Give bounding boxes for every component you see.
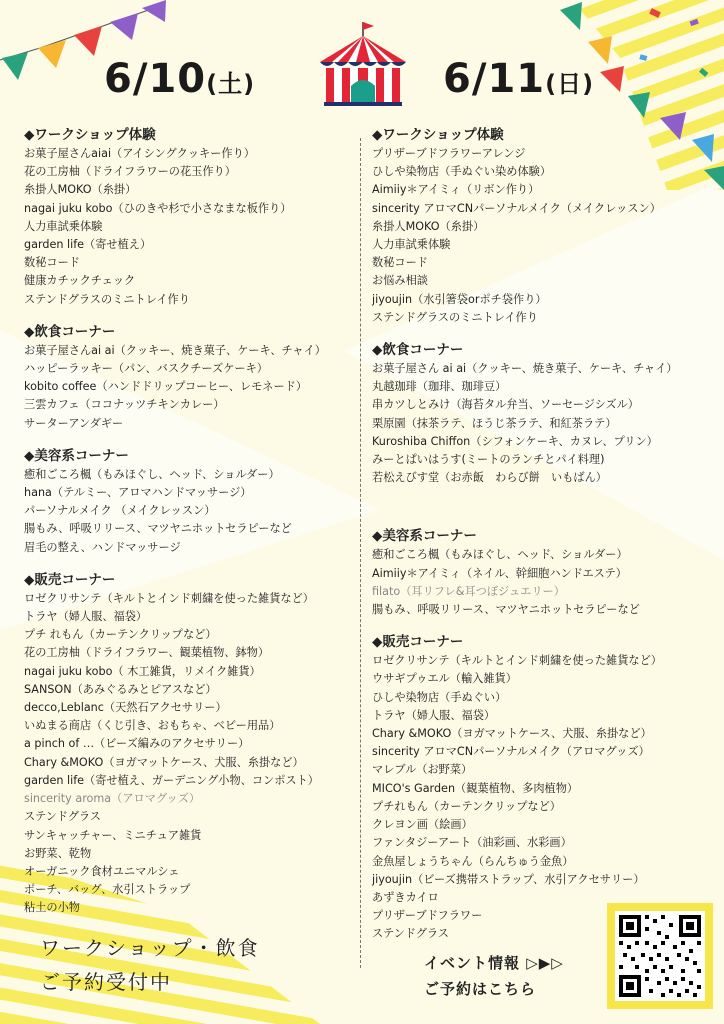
list-item: 眉毛の整え、ハンドマッサージ	[24, 540, 181, 554]
list-item: 三雲カフェ（ココナッツチキンカレー）	[24, 398, 225, 412]
date-day1-value: 6/10	[104, 56, 207, 102]
list-item: 金魚屋しょうちゃん（らんちゅう金魚）	[372, 854, 574, 868]
day1-food-title: ◆飲食コーナー	[24, 323, 116, 340]
date-day2	[443, 56, 594, 102]
list-item: ロゼクリサンテ（キルトとインド刺繍を使った雑貨など）	[24, 591, 314, 605]
list-item: 腸もみ、呼吸リリース、マツヤニホットセラピーなど	[372, 603, 640, 617]
list-item: 丸越珈琲（珈琲、珈琲豆）	[372, 380, 507, 394]
list-item: filato（耳リフレ&耳つぼジュエリー）	[372, 584, 565, 598]
day2-sales-list	[372, 652, 678, 943]
list-item: nagai juku kobo（ 木工雑貨，リメイク雑貨）	[24, 664, 261, 678]
list-item: SANSON（あみぐるみとピアスなど）	[24, 682, 217, 696]
list-item: ステンドグラスのミニトレイ作り	[372, 310, 538, 324]
list-item: a pinch of …（ビーズ編みのアクセサリー）	[24, 737, 250, 751]
column-divider	[360, 138, 361, 968]
list-item: 人力車試乗体験	[24, 219, 103, 233]
list-item: 人力車試乗体験	[372, 238, 451, 252]
list-item: 糸掛人MOKO（糸掛）	[24, 183, 137, 197]
list-item: マレブル（お野菜）	[372, 763, 473, 777]
list-item: 栗原園（抹茶ラテ、ほうじ茶ラテ、和紅茶ラテ）	[372, 416, 617, 430]
day2-beauty-title: ◆美容系コーナー	[372, 528, 477, 545]
list-item: hana（テルミー、アロマハンドマッサージ）	[24, 486, 252, 500]
date-day2-value: 6/11	[443, 56, 546, 102]
list-item: 腸もみ、呼吸リリース、マツヤニホットセラピーなど	[24, 522, 292, 536]
list-item: Aimiiy＊アイミィ（リボン作り）	[372, 183, 540, 197]
list-item: プチ れもん（カーテンクリップなど）	[24, 628, 217, 642]
list-item: nagai juku kobo（ひのきや杉で小さなまな板作り）	[24, 201, 292, 215]
list-item: 粘土の小物	[24, 901, 80, 915]
list-item: garden life（寄せ植え）	[24, 238, 152, 252]
list-item: 癒和ごころ楓（もみほぐし、ヘッド、ショルダー）	[372, 548, 628, 562]
list-item: 数秘コード	[24, 256, 80, 270]
list-item: プリザーブドフラワー	[372, 909, 483, 923]
day2-workshop-list	[372, 145, 678, 327]
list-item: サンキャッチャー、ミニチュア雑貨	[24, 828, 202, 842]
day1-beauty-title: ◆美容系コーナー	[24, 447, 129, 464]
list-item: プチれもん（カーテンクリップなど）	[372, 799, 561, 813]
qr-code-icon[interactable]	[615, 911, 705, 1001]
reservation-banner-line2: ご予約受付中	[40, 970, 172, 994]
list-item: 数秘コード	[372, 256, 428, 270]
list-item: お菓子屋さんai ai（クッキー、焼き菓子、ケーキ、チャイ）	[24, 343, 326, 357]
circus-tent-icon	[318, 20, 408, 106]
list-item: お菓子屋さんaiai（アイシングクッキー作り）	[24, 147, 255, 160]
list-item: いぬまる商店（くじ引き、おもちゃ、ベビー用品）	[24, 719, 281, 733]
day2-food-list	[372, 360, 678, 487]
list-item: パーソナルメイク （メイクレッスン）	[24, 504, 216, 518]
list-item: 串カツしとみけ（海苔タル弁当、ソーセージシズル）	[372, 398, 639, 412]
list-item: ハッピーラッキー（パン、バスクチーズケーキ）	[24, 362, 268, 376]
qr-code-pattern	[615, 911, 705, 1001]
date-day1	[104, 56, 255, 102]
list-item: jiyoujin（ビーズ携帯ストラップ、水引アクセサリー）	[372, 872, 645, 886]
list-item: オーガニック食材ユニマルシェ	[24, 864, 180, 878]
day1-food-list	[24, 342, 326, 433]
list-item: お悩み相談	[372, 274, 428, 288]
list-item: お菓子屋さん ai ai（クッキー、焼き菓子、ケーキ、チャイ）	[372, 362, 678, 376]
list-item: ロゼクリサンテ（キルトとインド刺繍を使った雑貨など）	[372, 654, 662, 668]
list-item: ステンドグラス	[24, 810, 101, 824]
list-item: jiyoujin（水引箸袋orポチ袋作り）	[372, 292, 547, 306]
list-item: 癒和ごころ楓（もみほぐし、ヘッド、ショルダー）	[24, 467, 280, 481]
list-item: sincerity アロマCNパーソナルメイク（メイクレッスン）	[372, 201, 661, 215]
list-item: ウサギプゥエル（輸入雑貨）	[372, 672, 517, 686]
list-item: トラヤ（婦人服、福袋）	[24, 610, 148, 624]
list-item: ひしや染物店（手ぬぐい）	[372, 690, 507, 704]
day2-beauty-list	[372, 546, 678, 619]
list-item: ひしや染物店（手ぬぐい染め体験）	[372, 165, 552, 179]
list-item: decco,Leblanc（天然石アクセサリー）	[24, 701, 227, 715]
day1-beauty-list	[24, 466, 326, 557]
event-info-link[interactable]: イベント情報 ▷▶▷	[424, 954, 564, 972]
list-item: MICO's Garden（観葉植物、多肉植物）	[372, 781, 579, 795]
list-item: ステンドグラスのミニトレイ作り	[24, 292, 190, 306]
list-item: garden life（寄せ植え、ガーデニング小物、コンポスト）	[24, 773, 319, 787]
day2-workshop-title: ◆ワークショップ体験	[372, 127, 504, 143]
list-item: Chary &MOKO（ヨガマットケース、犬服、糸掛など）	[24, 755, 304, 769]
list-item: ファンタジーアート（油彩画、水彩画）	[372, 836, 572, 850]
list-item: 若松えびす堂（お赤飯 わらび餅 いもばん）	[372, 471, 607, 485]
list-item: みーとぱいはうす(ミートのランチとパイ料理)	[372, 453, 605, 467]
list-item: kobito coffee（ハンドドリップコーヒー、レモネード）	[24, 380, 308, 394]
list-item: クレヨン画（絵画）	[372, 818, 473, 832]
list-item: あずきカイロ	[372, 890, 439, 904]
list-item: お野菜、乾物	[24, 846, 92, 860]
day2-food-title: ◆飲食コーナー	[372, 342, 464, 359]
list-item: sincerity アロマCNパーソナルメイク（アロマグッズ）	[372, 745, 650, 759]
day1-workshop-list	[24, 145, 326, 309]
date-day2-weekday: (日)	[545, 70, 595, 98]
day1-program	[24, 126, 326, 918]
reservation-banner-line1: ワークショップ・飲食	[40, 936, 260, 960]
list-item: Chary &MOKO（ヨガマットケース、犬服、糸掛など）	[372, 727, 652, 741]
day1-sales-title: ◆販売コーナー	[24, 571, 116, 588]
list-item: 花の工房柚（ドライフラワーの花玉作り）	[24, 165, 236, 179]
list-item: 糸掛人MOKO（糸掛）	[372, 219, 485, 233]
day1-sales-list	[24, 590, 326, 918]
date-day1-weekday: (土)	[206, 70, 256, 98]
list-item: 花の工房柚（ドライフラワー、観葉植物、鉢物）	[24, 646, 270, 660]
list-item: プリザーブドフラワーアレンジ	[372, 147, 526, 160]
list-item: サーターアンダギー	[24, 416, 124, 430]
list-item: 健康カチックチェック	[24, 274, 136, 288]
list-item: sincerity aroma（アロマグッズ）	[24, 792, 201, 806]
day2-program	[372, 126, 678, 944]
day1-workshop-title: ◆ワークショップ体験	[24, 127, 156, 143]
reservation-link[interactable]: ご予約はこちら	[424, 980, 537, 998]
list-item: Aimiiy＊アイミィ（ネイル、幹細胞ハンドエステ）	[372, 566, 627, 580]
list-item: ステンドグラス	[372, 927, 449, 941]
list-item: Kuroshiba Chiffon（シフォンケーキ、カヌレ、プリン）	[372, 434, 658, 448]
day2-sales-title: ◆販売コーナー	[372, 634, 464, 651]
list-item: ポーチ、バッグ、水引ストラップ	[24, 883, 191, 897]
list-item: トラヤ（婦人服、福袋）	[372, 708, 496, 722]
